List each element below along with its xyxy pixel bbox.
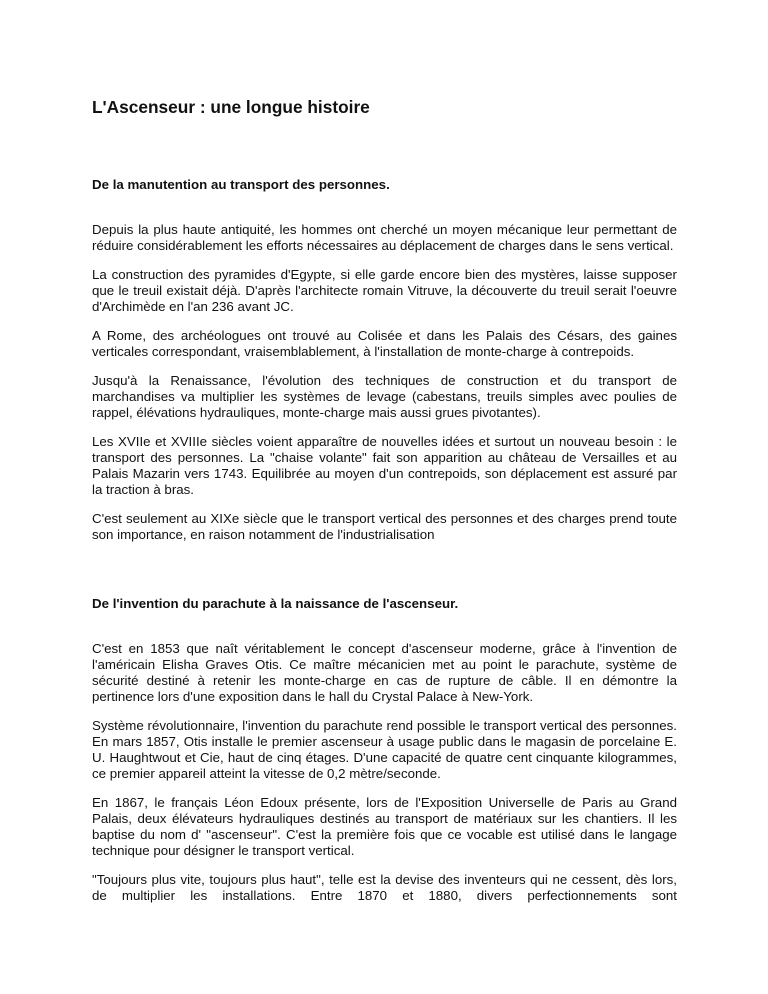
section-manutention [92, 177, 677, 556]
paragraph: Système révolutionnaire, l'invention du parachute rend possible le transport vertical des personnes. En mars 1857, Otis installe le premier ascenseur à usage public dans le magasin de porcelaine E. U. Haughtwout et Cie, haut de cinq étages. D'une capacité de quatre cent cinquante kilogrammes, ce premier appareil atteint la vitesse de 0,2 mètre/seconde. [92, 718, 677, 781]
paragraph: "Toujours plus vite, toujours plus haut", telle est la devise des inventeurs qui ne cessent, dès lors, de multiplier les installations. Entre 1870 et 1880, divers perfectionnements sont [92, 872, 677, 903]
paragraph: C'est en 1853 que naît véritablement le concept d'ascenseur moderne, grâce à l'invention de l'américain Elisha Graves Otis. Ce maître mécanicien met au point le parachute, système de sécurité destiné à retenir les monte-charge en cas de rupture de câble. Il en démontre la pertinence lors d'une exposition dans le hall du Crystal Palace à New-York. [92, 641, 677, 704]
section-heading: De la manutention au transport des personnes. [92, 177, 390, 192]
section-heading: De l'invention du parachute à la naissance de l'ascenseur. [92, 596, 459, 611]
paragraph: Depuis la plus haute antiquité, les hommes ont cherché un moyen mécanique leur permettant de réduire considérablement les efforts nécessaires au déplacement de charges dans le sens vertical. [92, 222, 677, 253]
document-title: L'Ascenseur : une longue histoire [92, 97, 370, 117]
paragraph: Les XVIIe et XVIIIe siècles voient apparaître de nouvelles idées et surtout un nouveau besoin : le transport des personnes. La "chaise volante" fait son apparition au château de Versailles et au Palais Mazarin vers 1743. Equilibrée au moyen d'un contrepoids, son déplacement est assuré par la traction à bras. [92, 434, 677, 497]
paragraph: En 1867, le français Léon Edoux présente, lors de l'Exposition Universelle de Paris au Grand Palais, deux élévateurs hydrauliques destinés au transport de matériaux sur les chantiers. Il les baptise du nom d' "ascenseur". C'est la première fois que ce vocable est utilisé dans le langage technique pour désigner le transport vertical. [92, 795, 677, 858]
paragraph: C'est seulement au XIXe siècle que le transport vertical des personnes et des charges prend toute son importance, en raison notamment de l'industrialisation [92, 511, 677, 542]
paragraph: Jusqu'à la Renaissance, l'évolution des techniques de construction et du transport de marchandises va multiplier les systèmes de levage (cabestans, treuils simples avec poulies de rappel, élévations hydrauliques, monte-charge mais aussi grues pivotantes). [92, 373, 677, 420]
paragraph: A Rome, des archéologues ont trouvé au Colisée et dans les Palais des Césars, des gaines verticales correspondant, vraisemblablement, à l'installation de monte-charge à contrepoids. [92, 328, 677, 359]
section-parachute [92, 596, 677, 917]
paragraph: La construction des pyramides d'Egypte, si elle garde encore bien des mystères, laisse supposer que le treuil existait déjà. D'après l'architecte romain Vitruve, la découverte du treuil serait l'oeuvre d'Archimède en l'an 236 avant JC. [92, 267, 677, 314]
